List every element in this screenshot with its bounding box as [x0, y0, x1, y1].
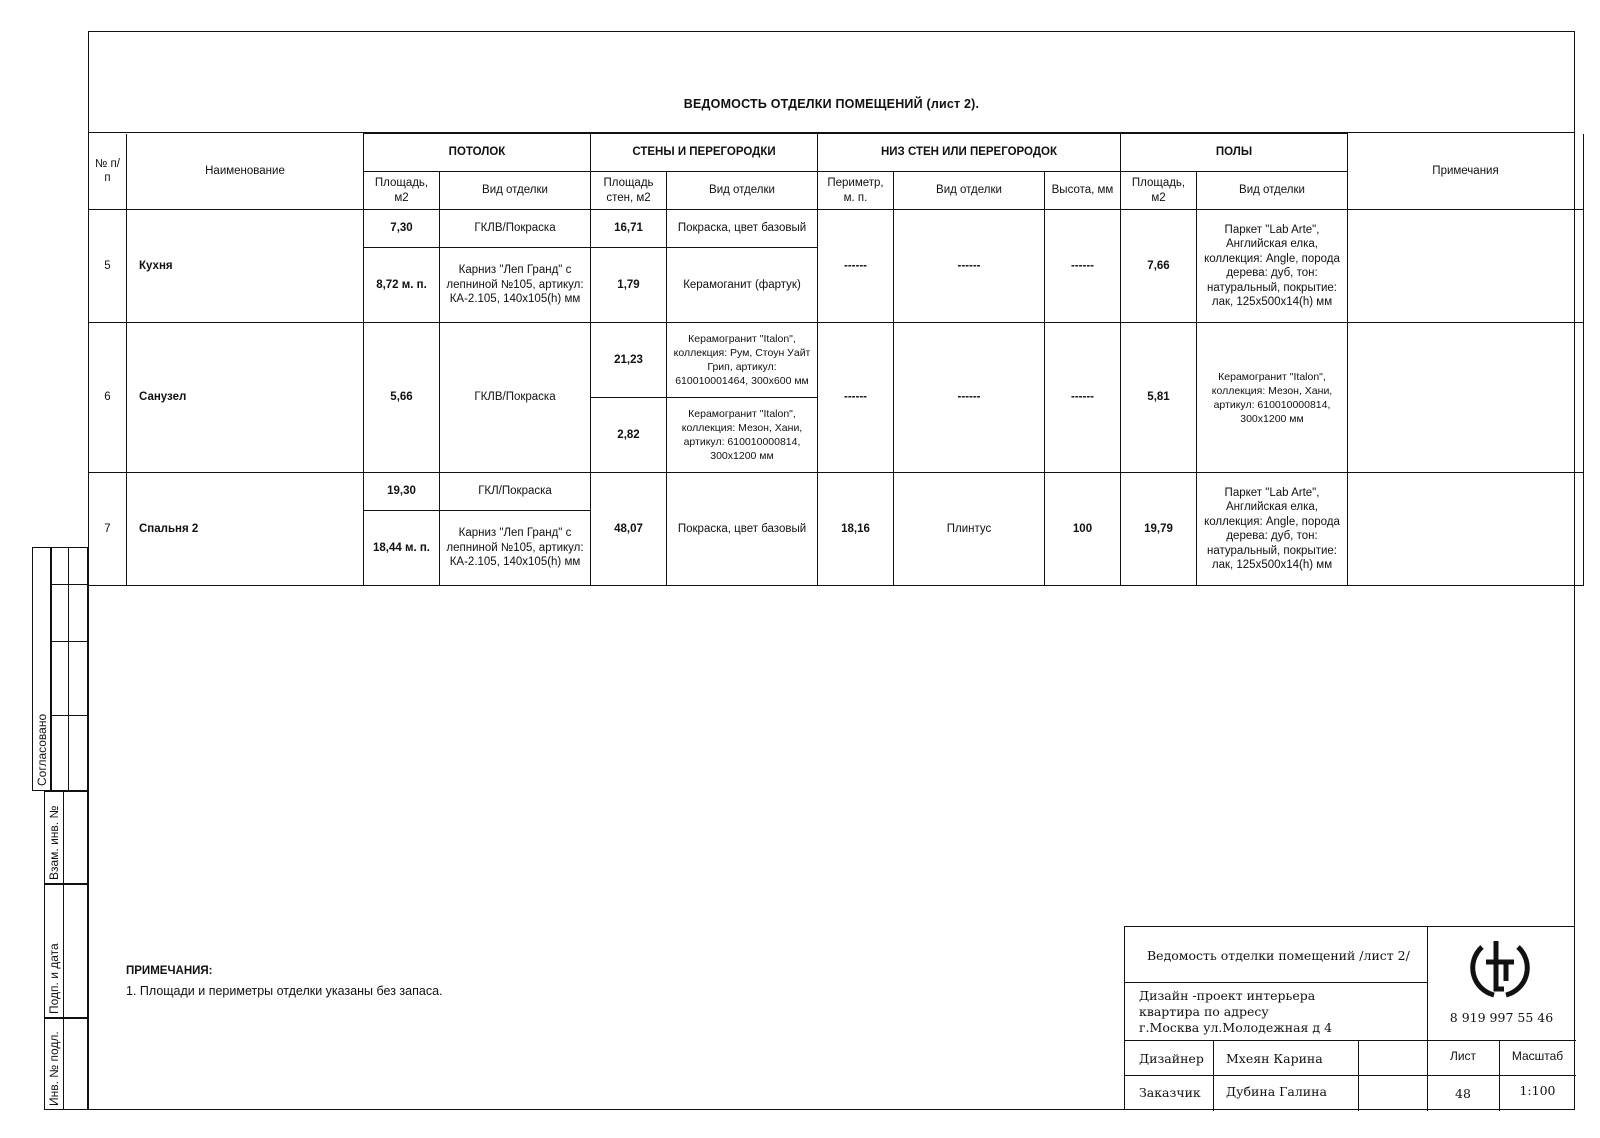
walls-type: Керамоганит (фартук) [667, 248, 818, 323]
header-num: № п/п [89, 134, 127, 210]
header-ceiling: ПОТОЛОК [364, 134, 591, 172]
side-label-inv-orig: Инв. № подл. [47, 1031, 61, 1106]
designer-label: Дизайнер [1139, 1051, 1204, 1066]
subheader-ceiling-area: Площадь, м2 [364, 172, 440, 210]
cornice-length: 18,44 м. п. [364, 511, 440, 586]
title-block-divider [1213, 1040, 1214, 1111]
table-row [89, 323, 1584, 398]
lower-perimeter: ------ [818, 323, 894, 473]
subheader-walls-type: Вид отделки [667, 172, 818, 210]
floor-type: Паркет "Lab Arte", Английская елка, коллекция: Angle, порода дерева: дуб, тон: натуральный, покрытие: лак, 125х500х14(h) мм [1197, 473, 1348, 586]
subheader-lower-type: Вид отделки [894, 172, 1045, 210]
lower-height: ------ [1045, 323, 1121, 473]
walls-area: 1,79 [591, 248, 667, 323]
project-description [1139, 988, 1332, 1036]
lower-perimeter: ------ [818, 210, 894, 323]
ceiling-type: ГКЛВ/Покраска [440, 323, 591, 473]
designer-name: Мхеян Карина [1226, 1051, 1323, 1066]
sheet-label: Лист [1449, 1049, 1477, 1063]
walls-area: 16,71 [591, 210, 667, 248]
side-stamp-divider [51, 715, 88, 716]
walls-type: Покраска, цвет базовый [667, 473, 818, 586]
ceiling-type: ГКЛ/Покраска [440, 473, 591, 511]
title-block-divider [1125, 1040, 1576, 1041]
header-name: Наименование [127, 134, 364, 210]
floor-type: Паркет "Lab Arte", Английская елка, коллекция: Angle, порода дерева: дуб, тон: натуральный, покрытие: лак, 125х500х14(h) мм [1197, 210, 1348, 323]
phone-number: 8 919 997 55 46 [1449, 1010, 1554, 1025]
lower-type: ------ [894, 210, 1045, 323]
walls-area: 48,07 [591, 473, 667, 586]
subheader-lower-perimeter: Периметр, м. п. [818, 172, 894, 210]
room-name: Спальня 2 [127, 473, 364, 586]
subheader-floor-type: Вид отделки [1197, 172, 1348, 210]
sheet-name: Ведомость отделки помещений /лист 2/ [1147, 948, 1410, 963]
studio-logo-icon [1458, 935, 1542, 1003]
side-stamp-divider [63, 884, 64, 1018]
walls-area: 2,82 [591, 398, 667, 473]
document-title: ВЕДОМОСТЬ ОТДЕЛКИ ПОМЕЩЕНИЙ (лист 2). [683, 97, 980, 111]
lower-perimeter: 18,16 [818, 473, 894, 586]
project-line: Дизайн -проект интерьера [1139, 988, 1316, 1003]
client-name: Дубина Галина [1226, 1084, 1327, 1099]
walls-type: Покраска, цвет базовый [667, 210, 818, 248]
project-line: квартира по адресу [1139, 1004, 1269, 1019]
row-notes [1348, 210, 1584, 323]
header-notes: Примечания [1348, 134, 1584, 210]
walls-area: 21,23 [591, 323, 667, 398]
ceiling-area: 5,66 [364, 323, 440, 473]
notes-item: 1. Площади и периметры отделки указаны без запаса. [126, 984, 443, 998]
notes-title: ПРИМЕЧАНИЯ: [126, 965, 213, 977]
row-num: 6 [89, 323, 127, 473]
side-stamp-divider [63, 1018, 64, 1110]
floor-area: 5,81 [1121, 323, 1197, 473]
lower-height: ------ [1045, 210, 1121, 323]
scale-value: 1:100 [1519, 1083, 1556, 1098]
subheader-lower-height: Высота, мм [1045, 172, 1121, 210]
document-title-area [88, 31, 1575, 133]
side-stamp-divider [51, 584, 88, 585]
floor-type: Керамогранит "Italon", коллекция: Мезон, Хани, артикул: 610010000814, 300х1200 мм [1197, 323, 1348, 473]
walls-type: Керамогранит "Italon", коллекция: Мезон, Хани, артикул: 610010000814, 300х1200 мм [667, 398, 818, 473]
title-block-divider [1125, 982, 1427, 983]
walls-type: Керамогранит "Italon", коллекция: Рум, Стоун Уайт Грип, артикул: 610010001464, 300х600 мм [667, 323, 818, 398]
cornice-type: Карниз "Леп Гранд" с лепниной №105, артикул: КА-2.105, 140х105(h) мм [440, 248, 591, 323]
title-block-divider [1125, 1075, 1576, 1076]
lower-type: ------ [894, 323, 1045, 473]
table-header-row [89, 134, 1584, 172]
ceiling-area: 7,30 [364, 210, 440, 248]
row-num: 7 [89, 473, 127, 586]
cornice-length: 8,72 м. п. [364, 248, 440, 323]
subheader-ceiling-type: Вид отделки [440, 172, 591, 210]
subheader-walls-area: Площадь стен, м2 [591, 172, 667, 210]
title-block-divider [1358, 1040, 1359, 1111]
side-label-replace-inv: Взам. инв. № [47, 805, 61, 880]
cornice-type: Карниз "Леп Гранд" с лепниной №105, артикул: КА-2.105, 140х105(h) мм [440, 511, 591, 586]
project-line: г.Москва ул.Молодежная д 4 [1139, 1020, 1333, 1035]
side-label-sign-date: Подп. и дата [47, 943, 61, 1014]
header-walls: СТЕНЫ И ПЕРЕГОРОДКИ [591, 134, 818, 172]
floor-area: 19,79 [1121, 473, 1197, 586]
table-row [89, 210, 1584, 248]
side-label-agreed: Согласовано [35, 713, 49, 786]
side-stamp-divider [51, 641, 88, 642]
sheet-number: 48 [1455, 1086, 1471, 1101]
room-name: Санузел [127, 323, 364, 473]
lower-height: 100 [1045, 473, 1121, 586]
client-label: Заказчик [1139, 1085, 1201, 1100]
lower-type: Плинтус [894, 473, 1045, 586]
finishing-schedule-table [88, 133, 1584, 586]
header-floors: ПОЛЫ [1121, 134, 1348, 172]
row-num: 5 [89, 210, 127, 323]
subheader-floor-area: Площадь, м2 [1121, 172, 1197, 210]
floor-area: 7,66 [1121, 210, 1197, 323]
ceiling-type: ГКЛВ/Покраска [440, 210, 591, 248]
scale-label: Масштаб [1511, 1049, 1564, 1063]
side-stamp-divider [63, 791, 64, 884]
ceiling-area: 19,30 [364, 473, 440, 511]
row-notes [1348, 473, 1584, 586]
header-lower-walls: НИЗ СТЕН ИЛИ ПЕРЕГОРОДОК [818, 134, 1121, 172]
row-notes [1348, 323, 1584, 473]
room-name: Кухня [127, 210, 364, 323]
table-row [89, 473, 1584, 511]
